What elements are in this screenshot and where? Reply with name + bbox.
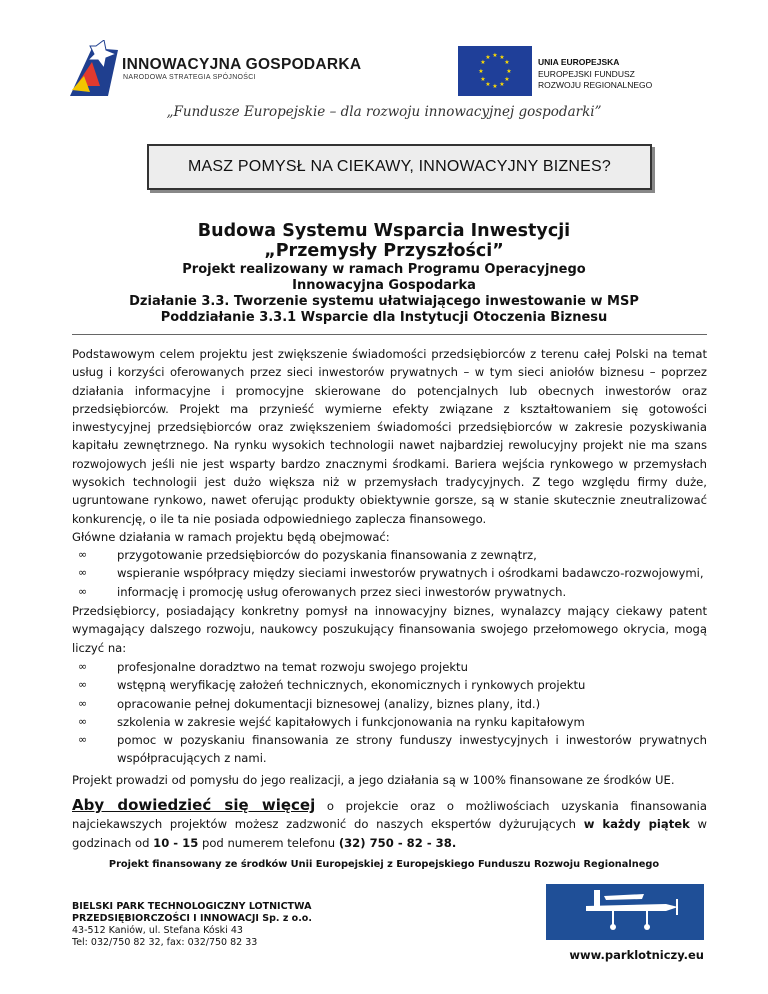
svg-text:★: ★ — [499, 54, 505, 61]
motto: „Fundusze Europejskie – dla rozwoju innowacyjnej gospodarki” — [166, 104, 602, 120]
bullet-icon: ∞ — [78, 733, 88, 747]
list-item: ∞ pomoc w pozyskaniu finansowania ze strony funduszy inwestycyjnych i inwestorów prywatnych współpracujących z nami. — [78, 733, 707, 766]
subtitle-line1: Projekt realizowany w ramach Programu Operacyjnego — [182, 262, 586, 277]
bullet-icon: ∞ — [78, 584, 88, 598]
eu-flag-icon — [458, 46, 532, 96]
org-address: 43-512 Kaniów, ul. Stefana Kóski 43 — [72, 925, 243, 936]
goals-heading: Główne działania w ramach projektu będą obejmować: — [72, 530, 390, 544]
bullet-icon: ∞ — [78, 548, 88, 561]
list-item: ∞ wspieranie współpracy między sieciami inwestorów prywatnych i ośrodkami badawczo-rozwojowymi, — [72, 564, 707, 582]
svg-text:★: ★ — [504, 76, 510, 83]
svg-text:★: ★ — [480, 76, 486, 83]
list-item: ∞ wstępną weryfikację założeń technicznych, ekonomicznych i rynkowych projektu — [72, 676, 707, 694]
contact-day: w każdy piątek — [583, 817, 690, 832]
list-item: ∞ opracowanie pełnej dokumentacji biznesowej (analizy, biznes plany, itd.) — [72, 695, 707, 713]
bullet-icon: ∞ — [78, 566, 88, 580]
org-name-line2: PRZEDSIĘBIORCZOŚCI I INNOWACJI Sp. z o.o. — [72, 913, 312, 924]
svg-text:★: ★ — [499, 81, 505, 88]
svg-text:★: ★ — [478, 68, 484, 75]
org-phone: Tel: 032/750 82 32, fax: 032/750 82 33 — [72, 937, 258, 948]
eu-label-line1: UNIA EUROPEJSKA — [538, 57, 620, 67]
subtitle-line3: Działanie 3.3. Tworzenie systemu ułatwiającego inwestowanie w MSP — [129, 294, 639, 309]
list-item: ∞ szkolenia w zakresie wejść kapitałowych i funkcjonowania na rynku kapitałowym — [72, 713, 707, 731]
bullet-icon: ∞ — [78, 714, 88, 728]
entrepreneurs-paragraph: Przedsiębiorcy, posiadający konkretny pomysł na innowacyjny biznes, wynalazcy mający ciekawy patent wymagający dalszego rozwoju, naukowcy poszukujący finansowania swojego przełomowego okrycia, mogą liczyć na: — [72, 604, 707, 655]
list-item: ∞ informację i promocję usług oferowanych przez sieci inwestorów prywatnych. — [72, 583, 707, 601]
title-line2: „Przemysły Przyszłości” — [264, 241, 504, 261]
entrepreneurs-list — [72, 658, 707, 768]
svg-text:★: ★ — [506, 68, 512, 75]
logo-subtitle: NARODOWA STRATEGIA SPÓJNOŚCI — [123, 74, 256, 81]
bullet-icon: ∞ — [78, 678, 88, 692]
funding-paragraph: Projekt prowadzi od pomysłu do jego realizacji, a jego działania są w 100% finansowane ze środków UE. — [72, 773, 675, 787]
question-banner: MASZ POMYSŁ NA CIEKAWY, INNOWACYJNY BIZNES? — [147, 144, 652, 190]
eu-label-line2: EUROPEJSKI FUNDUSZ — [538, 69, 635, 79]
organization-block — [72, 901, 312, 949]
divider — [72, 334, 707, 335]
svg-text:★: ★ — [492, 52, 498, 59]
svg-text:★: ★ — [480, 59, 486, 66]
svg-text:★: ★ — [492, 83, 498, 90]
org-name-line1: BIELSKI PARK TECHNOLOGICZNY LOTNICTWA — [72, 901, 312, 912]
contact-phone: (32) 750 - 82 - 38. — [338, 835, 457, 850]
logo-title: INNOWACYJNA GOSPODARKA — [122, 56, 362, 73]
subtitle-line2: Innowacyjna Gospodarka — [292, 278, 476, 293]
intro-paragraph: Podstawowym celem projektu jest zwiększenie świadomości przedsiębiorców z terenu całej Polski na temat usług i korzyści oferowanych przez sieci inwestorów prywatnych – w tym sieci aniołów biznesu – poprzez działania informacyjne i promocyjne skierowane do potencjalnych lub obecnych inwestorów oraz przedsiębiorców. Projekt ma przynieść wymierne efekty związane z kształtowaniem się gotowości inwestycyjnej przedsiębiorców oraz zwiększeniem świadomości przedsiębiorców w zakresie pozyskiwania kapitału zewnętrznego. Na rynku wysokich technologii nawet najbardziej rewolucyjny projekt nie ma szans rozwojowych jeśli nie jest wsparty bardzo znacznymi środkami. Bariera wejścia rynkowego w przemysłach wysokich technologii jest dużo większa niż w przemysłach tradycyjnych. Z tego względu firmy duże, ugruntowane rynkowo, nawet oferując produkty obiektywnie gorsze, są w stanie skutecznie zneutralizować konkurencję, o ile ta nie posiada odpowiedniego zaplecza finansowego. — [72, 347, 707, 526]
contact-paragraph: Aby dowiedzieć się więcej o projekcie oraz o możliwościach uzyskania finansowania najciekawszych projektów możesz zadzwonić do naszych ekspertów dyżurujących w każdy piątek w godzinach od 10 - 15 pod numerem telefonu (32) 750 - 82 - 38. — [72, 796, 707, 850]
svg-text:★: ★ — [485, 54, 491, 61]
bullet-icon: ∞ — [78, 660, 88, 673]
subtitle-line4: Poddziałanie 3.3.1 Wsparcie dla Instytucji Otoczenia Biznesu — [160, 310, 608, 325]
website-link[interactable]: www.parklotniczy.eu — [569, 948, 704, 962]
contact-hours: 10 - 15 — [153, 835, 199, 850]
eu-label-line3: ROZWOJU REGIONALNEGO — [538, 80, 653, 90]
svg-text:★: ★ — [485, 81, 491, 88]
funding-footnote: Projekt finansowany ze środków Unii Europejskiej z Europejskiego Funduszu Rozwoju Regionalnego — [108, 859, 660, 870]
airplane-logo — [546, 884, 704, 940]
title-line1: Budowa Systemu Wsparcia Inwestycji — [197, 221, 571, 241]
list-item: ∞ przygotowanie przedsiębiorców do pozyskania finansowania z zewnątrz, — [72, 546, 707, 564]
bullet-icon: ∞ — [78, 696, 88, 710]
contact-lead: Aby dowiedzieć się więcej — [72, 796, 316, 814]
svg-text:★: ★ — [504, 59, 510, 66]
goals-list — [72, 546, 707, 601]
list-item: ∞ profesjonalne doradztwo na temat rozwoju swojego projektu — [72, 658, 707, 676]
